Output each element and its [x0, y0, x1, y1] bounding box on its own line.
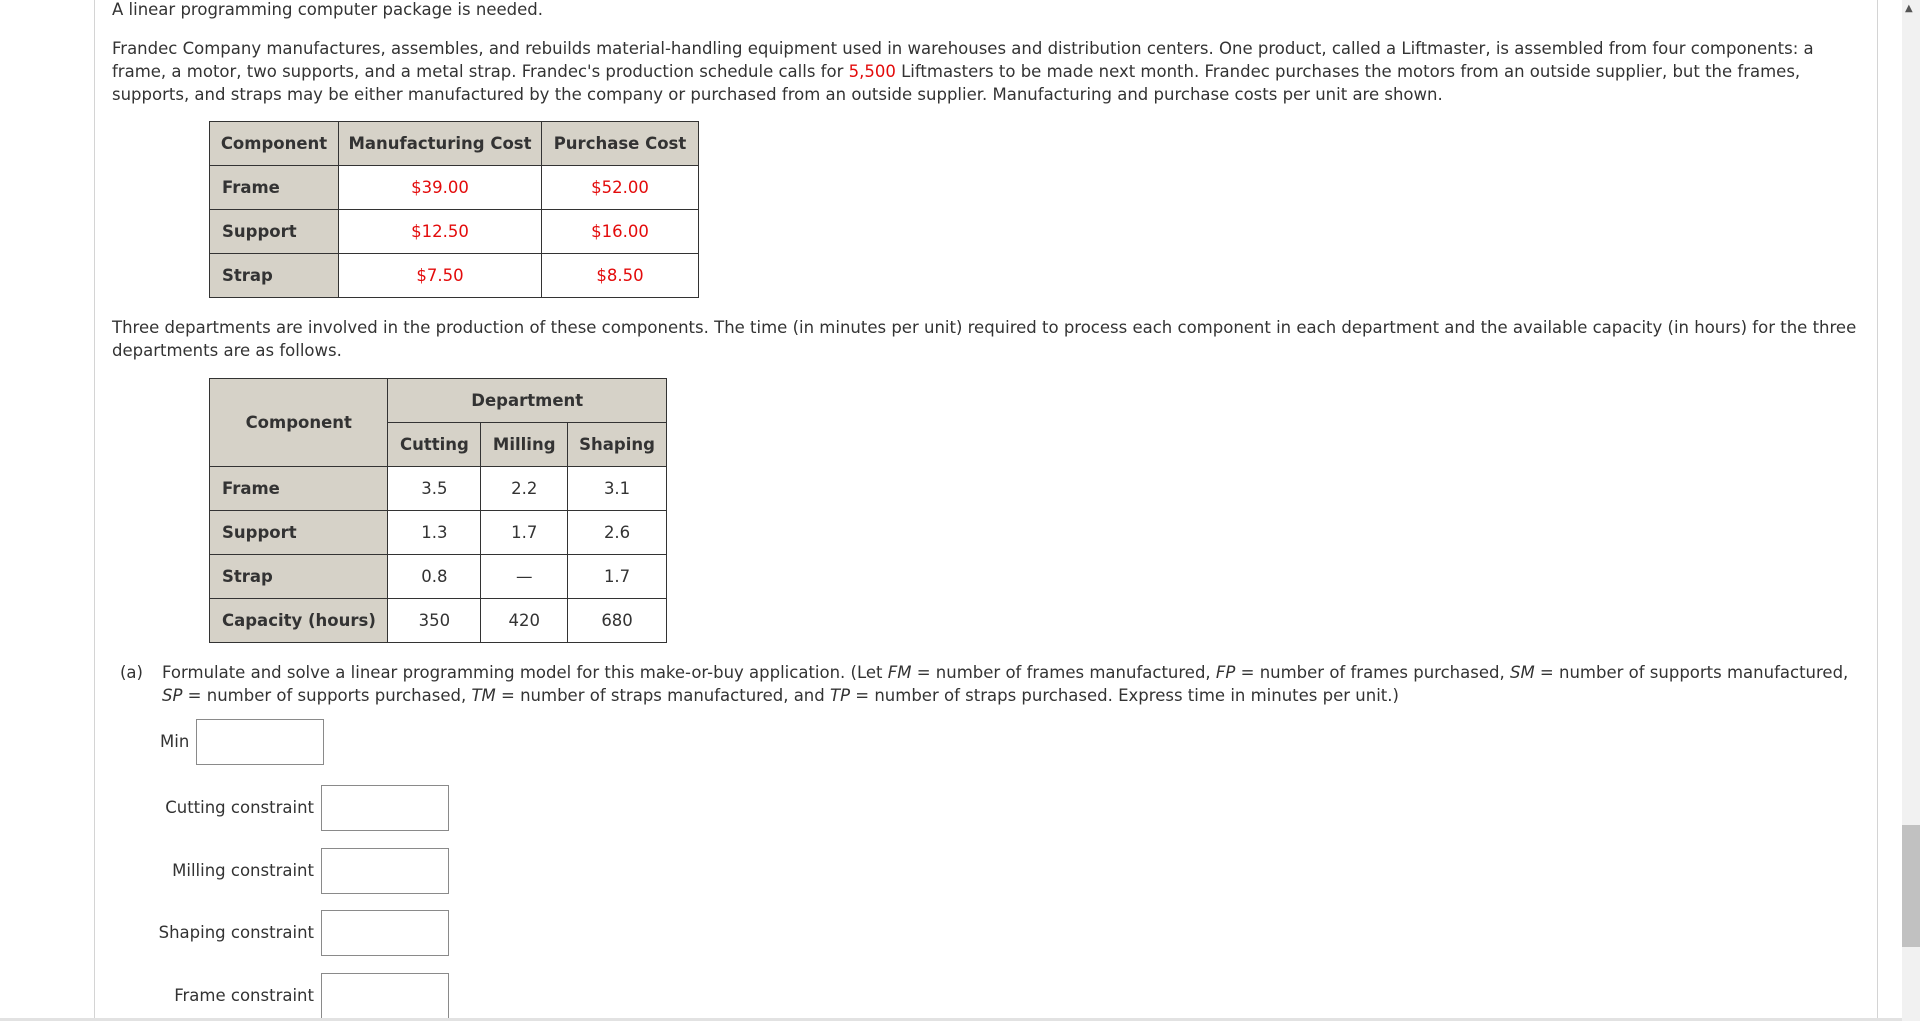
cost-row-component: Support: [210, 210, 339, 254]
var-tm: TM: [471, 686, 496, 705]
cost-table-header-row: [210, 122, 699, 166]
page-left-border: [94, 0, 95, 1021]
cost-row-component: Frame: [210, 166, 339, 210]
dept-header-component: Component: [210, 379, 388, 467]
min-input[interactable]: [196, 719, 324, 765]
table-row: [210, 467, 667, 511]
dept-cell: 350: [388, 599, 481, 643]
var-fp: FP: [1215, 663, 1236, 682]
milling-constraint-label: Milling constraint: [172, 861, 314, 880]
scroll-up-arrow-icon[interactable]: ▲: [1905, 3, 1913, 14]
cost-row-mfg: $39.00: [339, 166, 542, 210]
dept-header-milling: Milling: [481, 423, 568, 467]
frame-constraint-label: Frame constraint: [174, 986, 314, 1005]
cost-header-purchase: Purchase Cost: [542, 122, 699, 166]
dept-cell: 1.3: [388, 511, 481, 555]
var-fm: FM: [887, 663, 912, 682]
part-a-label: (a): [120, 663, 143, 682]
table-row: [210, 599, 667, 643]
cost-row-purchase: $16.00: [542, 210, 699, 254]
dept-row-component: Strap: [210, 555, 388, 599]
cost-row-purchase: $52.00: [542, 166, 699, 210]
table-row: [210, 166, 699, 210]
var-sp: SP: [162, 686, 183, 705]
part-a-text: = number of supports manufactured,: [1534, 663, 1849, 682]
dept-cell: —: [481, 555, 568, 599]
dept-cell: 1.7: [568, 555, 667, 599]
intro-text: A linear programming computer package is needed.: [112, 0, 543, 19]
dept-table-header-row-1: [210, 379, 667, 423]
min-label: Min: [160, 732, 190, 751]
dept-row-component: Capacity (hours): [210, 599, 388, 643]
dept-cell: 1.7: [481, 511, 568, 555]
cost-row-mfg: $12.50: [339, 210, 542, 254]
para1-part-2: Liftmasters to be made next month. Frandec purchases the motors from an outside supplier, but the frames, supports, and straps may be either manufactured by the company or purchased from an outside supplier. Manufacturing and purchase costs per unit are shown.: [112, 62, 1801, 104]
table-row: [210, 555, 667, 599]
dept-cell: 420: [481, 599, 568, 643]
dept-header-shaping: Shaping: [568, 423, 667, 467]
dept-cell: 2.6: [568, 511, 667, 555]
var-sm: SM: [1509, 663, 1535, 682]
dept-header-cutting: Cutting: [388, 423, 481, 467]
cost-row-mfg: $7.50: [339, 254, 542, 298]
dept-cell: 3.1: [568, 467, 667, 511]
part-a-text: = number of straps manufactured, and: [495, 686, 830, 705]
dept-cell: 0.8: [388, 555, 481, 599]
scrollbar-thumb[interactable]: [1902, 825, 1920, 947]
cost-row-purchase: $8.50: [542, 254, 699, 298]
page-right-border: [1877, 0, 1878, 1021]
part-a-text: = number of straps purchased. Express time in minutes per unit.): [850, 686, 1399, 705]
milling-constraint-input[interactable]: [321, 848, 449, 894]
dept-row-component: Frame: [210, 467, 388, 511]
dept-cell: 680: [568, 599, 667, 643]
cutting-constraint-input[interactable]: [321, 785, 449, 831]
table-row: [210, 511, 667, 555]
dept-header-department: Department: [388, 379, 667, 423]
frame-constraint-input[interactable]: [321, 973, 449, 1019]
department-table: [209, 378, 667, 643]
part-a-text: Formulate and solve a linear programming model for this make-or-buy application. (Let: [162, 663, 888, 682]
cost-header-component: Component: [210, 122, 339, 166]
dept-row-component: Support: [210, 511, 388, 555]
var-tp: TP: [830, 686, 851, 705]
cutting-constraint-label: Cutting constraint: [165, 798, 314, 817]
shaping-constraint-input[interactable]: [321, 910, 449, 956]
cost-row-component: Strap: [210, 254, 339, 298]
table-row: [210, 254, 699, 298]
problem-paragraph-1: [112, 37, 1862, 106]
dept-cell: 3.5: [388, 467, 481, 511]
part-a-text: = number of supports purchased,: [182, 686, 472, 705]
liftmaster-quantity: 5,500: [848, 62, 896, 81]
cost-table: [209, 121, 699, 298]
part-a-text: = number of frames purchased,: [1235, 663, 1510, 682]
problem-paragraph-2: Three departments are involved in the production of these components. The time (in minutes per unit) required to process each component in each department and the available capacity (in hours) for the three departments are as follows.: [112, 318, 1857, 360]
cost-header-manufacturing: Manufacturing Cost: [339, 122, 542, 166]
part-a-instructions: [162, 661, 1862, 707]
para1-part-1: Frandec Company manufactures, assembles, and rebuilds material-handling equipment used in warehouses and distribution centers. One product, called a Liftmaster, is assembled from four components: a frame, a motor, two supports, and a metal strap. Frandec's production schedule calls for: [112, 39, 1814, 81]
shaping-constraint-label: Shaping constraint: [158, 923, 314, 942]
table-row: [210, 210, 699, 254]
dept-cell: 2.2: [481, 467, 568, 511]
part-a-text: = number of frames manufactured,: [911, 663, 1216, 682]
